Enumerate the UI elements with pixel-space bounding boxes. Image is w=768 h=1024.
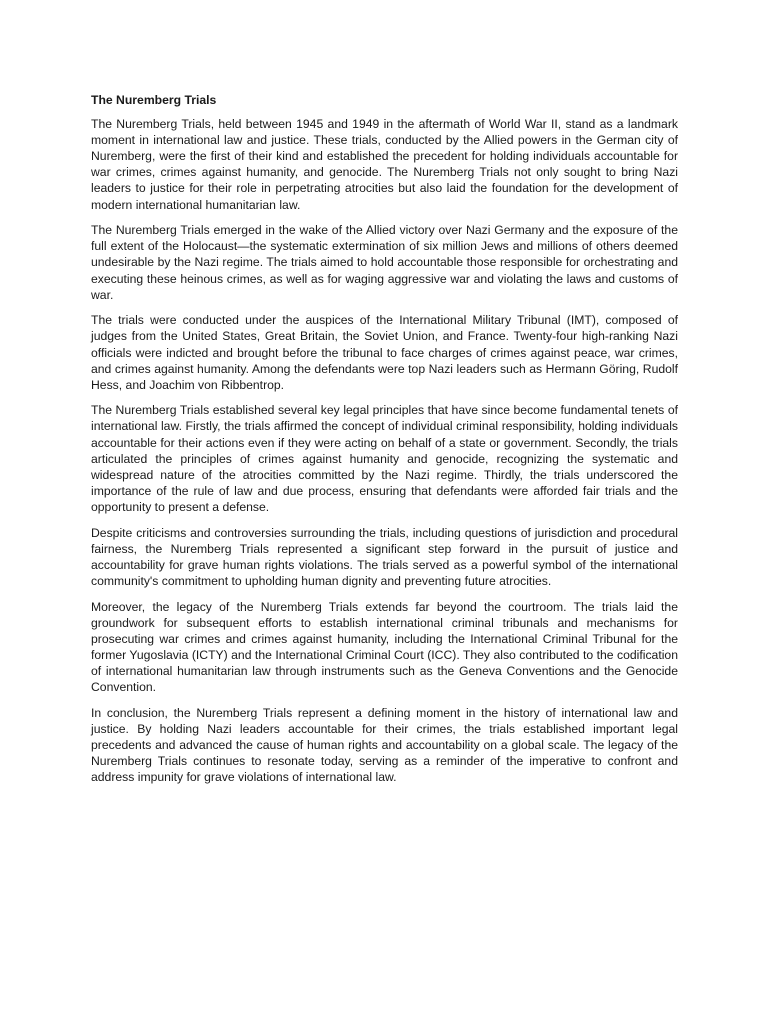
paragraph-legacy: Moreover, the legacy of the Nuremberg Trials extends far beyond the courtroom. The trials laid the groundwork for subsequent efforts to establish international criminal tribunals and mechanisms for prosecuting war crimes and crimes against humanity, including the International Criminal Tribunal for the former Yugoslavia (ICTY) and the International Criminal Court (ICC). They also contributed to the codification of international humanitarian law through instruments such as the Geneva Conventions and the Genocide Convention. <box>91 599 678 695</box>
paragraph-origins: The Nuremberg Trials emerged in the wake of the Allied victory over Nazi Germany and the exposure of the full extent of the Holocaust—the systematic extermination of six million Jews and millions of others deemed undesirable by the Nazi regime. The trials aimed to hold accountable those responsible for orchestrating and executing these heinous crimes, as well as for waging aggressive war and violating the laws and customs of war. <box>91 223 678 302</box>
paragraph-intro: The Nuremberg Trials, held between 1945 and 1949 in the aftermath of World War II, stand as a landmark moment in international law and justice. These trials, conducted by the Allied powers in the German city of Nuremberg, were the first of their kind and established the precedent for holding individuals accountable for war crimes, crimes against humanity, and genocide. The Nuremberg Trials not only sought to bring Nazi leaders to justice for their role in perpetrating atrocities but also laid the foundation for the development of modern international humanitarian law. <box>91 117 678 212</box>
document-title: The Nuremberg Trials <box>91 93 217 107</box>
paragraph-criticisms: Despite criticisms and controversies surrounding the trials, including questions of jurisdiction and procedural fairness, the Nuremberg Trials represented a significant step forward in the pursuit of justice and accountability for grave human rights violations. The trials served as a powerful symbol of the international community's commitment to upholding human dignity and preventing future atrocities. <box>91 525 678 588</box>
paragraph-legal-principles: The Nuremberg Trials established several key legal principles that have since become fundamental tenets of international law. Firstly, the trials affirmed the concept of individual criminal responsibility, holding individuals accountable for their actions even if they were acting on behalf of a state or government. Secondly, the trials articulated the principles of crimes against humanity and genocide, recognizing the systematic and widespread nature of the atrocities committed by the Nazi regime. Thirdly, the trials underscored the importance of the rule of law and due process, ensuring that defendants were afforded fair trials and the opportunity to present a defense. <box>91 403 678 514</box>
document-body <box>91 92 678 795</box>
paragraph-conclusion: In conclusion, the Nuremberg Trials represent a defining moment in the history of international law and justice. By holding Nazi leaders accountable for their crimes, the trials established important legal precedents and advanced the cause of human rights and accountability on a global scale. The legacy of the Nuremberg Trials continues to resonate today, serving as a reminder of the imperative to confront and address impunity for grave violations of international law. <box>91 705 678 785</box>
paragraph-tribunal: The trials were conducted under the auspices of the International Military Tribunal (IMT), composed of judges from the United States, Great Britain, the Soviet Union, and France. Twenty-four high-ranking Nazi officials were indicted and brought before the tribunal to face charges of crimes against peace, war crimes, and crimes against humanity. Among the defendants were top Nazi leaders such as Hermann Göring, Rudolf Hess, and Joachim von Ribbentrop. <box>91 313 678 392</box>
